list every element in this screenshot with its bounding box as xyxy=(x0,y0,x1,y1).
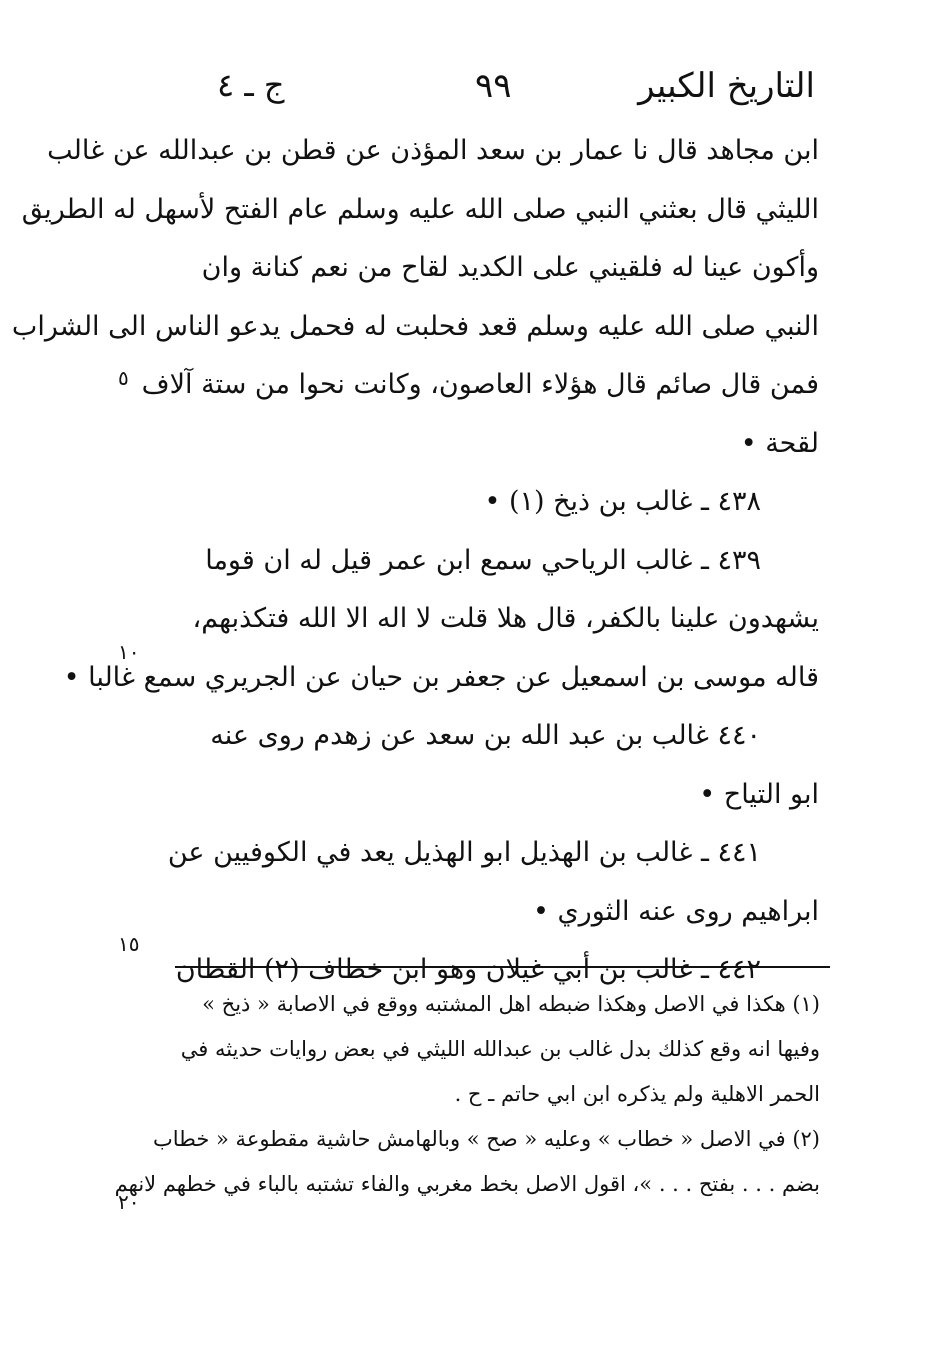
text-line: ابراهيم روى عنه الثوري • xyxy=(533,895,819,927)
line-number-5: ٥ xyxy=(118,366,129,390)
footnote-divider xyxy=(175,966,830,968)
line-number-15: ١٥ xyxy=(118,932,140,956)
footnote-line: بضم . . . بفتح . . . »، اقول الاصل بخط مغربي والفاء تشتبه بالباء في خطهم لانهم xyxy=(114,1172,820,1196)
text-line: وأكون عينا له فلقيني على الكديد لقاح من نعم كنانة وان xyxy=(201,252,819,283)
entry-441: ٤٤١ ـ غالب بن الهذيل ابو الهذيل يعد في الكوفيين عن xyxy=(167,837,761,868)
text-line: يشهدون علينا بالكفر، قال هلا قلت لا اله الا الله فتكذبهم، xyxy=(192,603,819,634)
entry-440: ٤٤٠ غالب بن عبد الله بن سعد عن زهدم روى عنه xyxy=(210,720,761,751)
entry-438: ٤٣٨ ـ غالب بن ذيخ (١) • xyxy=(484,486,761,517)
running-header xyxy=(195,66,815,116)
text-line: لقحة • xyxy=(740,427,819,459)
entry-439: ٤٣٩ ـ غالب الرياحي سمع ابن عمر قيل له ان قوما xyxy=(205,544,761,576)
page-number: ٩٩ xyxy=(475,66,512,106)
footnote-line: (٢) في الاصل « خطاب » وعليه « صح » وبالهامش حاشية مقطوعة « خطاب xyxy=(152,1127,820,1151)
text-line: ابن مجاهد قال نا عمار بن سعد المؤذن عن قطن بن عبدالله عن غالب xyxy=(47,135,819,166)
entry-442: ٤٤٢ ـ غالب بن أبي غيلان وهو ابن خطاف (٢) القطان xyxy=(175,954,761,985)
text-line: ابو التياح • xyxy=(699,778,819,810)
text-line: قاله موسى بن اسمعيل عن جعفر بن حيان عن الجريري سمع غالبا • xyxy=(63,661,819,693)
line-number-10: ١٠ xyxy=(118,640,140,664)
footnote-line: الحمر الاهلية ولم يذكره ابن ابي حاتم ـ ح . xyxy=(454,1082,820,1106)
book-title: التاريخ الكبير xyxy=(638,66,815,106)
volume-label: ج ـ ٤ xyxy=(217,66,285,104)
text-line: فمن قال صائم قال هؤلاء العاصون، وكانت نحوا من ستة آلاف xyxy=(141,369,819,400)
footnote-line: (١) هكذا في الاصل وهكذا ضبطه اهل المشتبه ووقع في الاصابة « ذيخ » xyxy=(202,992,820,1016)
text-line: النبي صلى الله عليه وسلم قعد فحلبت له فحمل يدعو الناس الى الشراب xyxy=(11,310,819,342)
line-number-20: ٢٠ xyxy=(118,1190,140,1214)
footnote-line: وفيها انه وقع كذلك بدل غالب بن عبدالله الليثي في بعض روايات حديثه في xyxy=(180,1037,820,1061)
text-line: الليثي قال بعثني النبي صلى الله عليه وسلم عام الفتح لأسهل له الطريق xyxy=(21,193,819,225)
